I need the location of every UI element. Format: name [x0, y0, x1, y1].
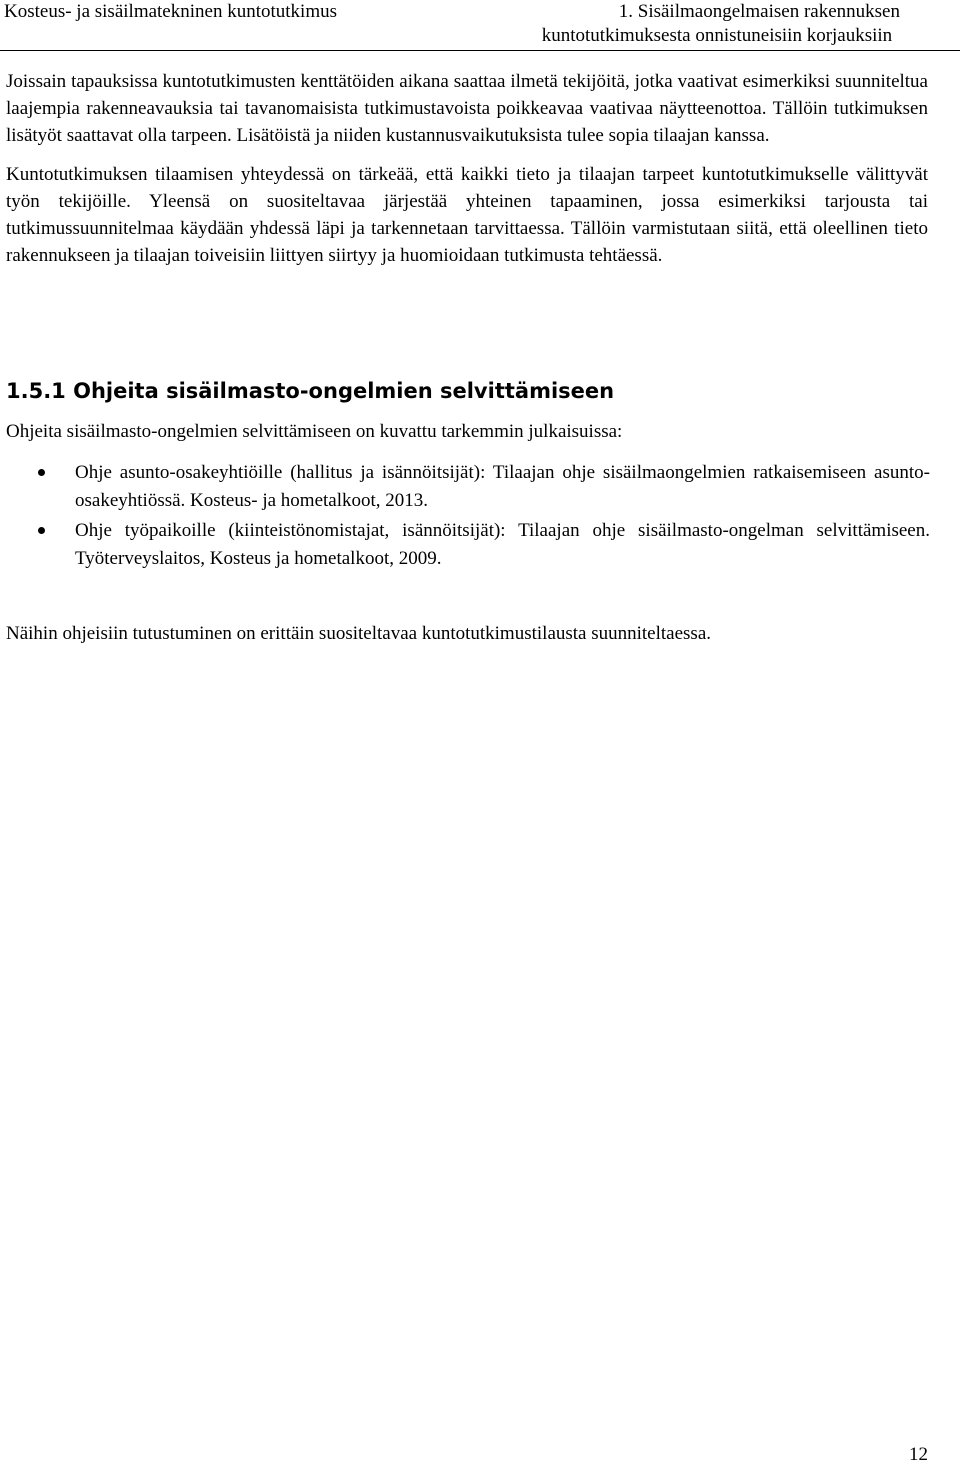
header-chapter-title — [541, 0, 900, 48]
running-header — [0, 0, 960, 51]
section-heading: 1.5.1 Ohjeita sisäilmasto-ongelmien selvittämiseen — [6, 379, 615, 403]
list-item — [0, 517, 930, 573]
header-document-title: Kosteus- ja sisäilmatekninen kuntotutkimus — [4, 1, 337, 22]
section-intro: Ohjeita sisäilmasto-ongelmien selvittämiseen on kuvattu tarkemmin julkaisuissa: — [6, 421, 623, 442]
page-number: 12 — [909, 1444, 928, 1465]
paragraph-additional-work: Joissain tapauksissa kuntotutkimusten kenttätöiden aikana saattaa ilmetä tekijöitä, jotka vaativat esimerkiksi suunniteltua laajempia rakenneavauksia tai tavanomaisista tutkimustavoista poikkeavaa vaativaa näytteenottoa. Tällöin tutkimuksen lisätyöt saattavat olla tarpeen. Lisätöistä ja niiden kustannusvaikutuksista tulee sopia tilaajan kanssa. — [6, 71, 928, 146]
list-item-text: Ohje asunto-osakeyhtiöille (hallitus ja isännöitsijät): Tilaajan ohje sisäilmaongelmien ratkaisemiseen asunto-osakeyhtiössä. Kosteus- ja hometalkoot, 2013. — [75, 462, 930, 511]
list-item-text: Ohje työpaikoille (kiinteistönomistajat, isännöitsijät): Tilaajan ohje sisäilmasto-ongelman selvittämiseen. Työterveyslaitos, Kosteus ja hometalkoot, 2009. — [75, 520, 930, 569]
guide-list — [0, 459, 930, 573]
list-item — [0, 459, 930, 515]
bullet-icon — [38, 469, 45, 476]
header-chapter-title-line1: 1. Sisäilmaongelmaisen rakennuksen — [618, 1, 900, 22]
paragraph-ordering-meeting: Kuntotutkimuksen tilaamisen yhteydessä on tärkeää, että kaikki tieto ja tilaajan tarpeet kuntotutkimukselle välittyvät työn tekijöille. Yleensä on suositeltavaa järjestää yhteinen tapaaminen, jossa esimerkiksi tarjousta tai tutkimussuunnitelmaa käydään yhdessä läpi ja tarkennetaan tarvittaessa. Tällöin varmistutaan siitä, että oleellinen tieto rakennukseen ja tilaajan toiveisiin liittyen siirtyy ja huomioidaan tutkimusta tehtäessä. — [6, 164, 928, 266]
bullet-icon — [38, 527, 45, 534]
closing-paragraph: Näihin ohjeisiin tutustuminen on erittäin suositeltavaa kuntotutkimustilausta suunniteltaessa. — [6, 623, 712, 644]
header-chapter-title-line2: kuntotutkimuksesta onnistuneisiin korjauksiin — [541, 25, 893, 46]
body-text — [6, 68, 928, 281]
